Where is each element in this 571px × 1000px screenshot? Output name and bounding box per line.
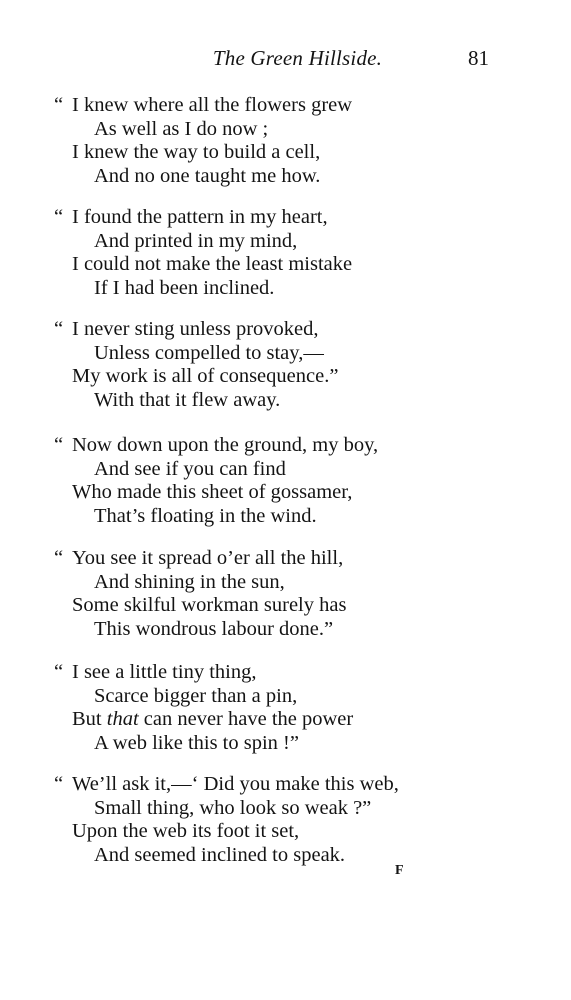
verse-line: Who made this sheet of gossamer, [72, 481, 353, 503]
verse-line: “ I found the pattern in my heart, [54, 206, 328, 228]
verse-line: Small thing, who look so weak ?” [94, 796, 372, 819]
stanza-2 [54, 206, 554, 300]
verse-line: “ I knew where all the flowers grew [54, 94, 353, 116]
verse-line: Scarce bigger than a pin, [94, 684, 298, 707]
verse-line: And seemed inclined to speak. [94, 843, 346, 866]
stanza-3 [54, 318, 554, 412]
verse-line: And no one taught me how. [94, 164, 321, 187]
verse-line: And printed in my mind, [94, 229, 298, 252]
stanza-4 [54, 434, 554, 528]
stanza-6 [54, 661, 554, 755]
verse-line: I knew the way to build a cell, [72, 141, 321, 163]
verse-line: If I had been inclined. [94, 276, 275, 299]
verse-line: A web like this to spin !” [94, 731, 299, 754]
running-title: The Green Hillside. [212, 46, 383, 70]
verse-line: And see if you can find [94, 457, 286, 480]
verse-line: As well as I do now ; [94, 117, 269, 140]
verse-line: That’s floating in the wind. [94, 504, 317, 527]
verse-line: “ I never sting unless provoked, [54, 318, 319, 340]
verse-line: “ Now down upon the ground, my boy, [54, 434, 379, 456]
verse-line: “ We’ll ask it,—‘ Did you make this web, [54, 773, 399, 795]
verse-line: I could not make the least mistake [72, 253, 353, 275]
verse-line: My work is all of consequence.” [72, 365, 339, 387]
verse-line: And shining in the sun, [94, 570, 285, 593]
verse-line: Some skilful workman surely has [72, 594, 347, 616]
verse-line: But that can never have the power [72, 708, 354, 730]
verse-line: “ I see a little tiny thing, [54, 661, 257, 683]
emphasis-word: that [106, 708, 139, 730]
stanza-5 [54, 547, 554, 641]
verse-line: Upon the web its foot it set, [72, 820, 300, 842]
stanza-7 [54, 773, 554, 867]
stanza-1 [54, 94, 554, 188]
verse-line: This wondrous labour done.” [94, 617, 334, 640]
page-number: 81 [468, 46, 489, 70]
verse-line: “ You see it spread o’er all the hill, [54, 547, 344, 569]
signature-mark: F [395, 863, 404, 878]
verse-line: Unless compelled to stay,— [94, 341, 324, 364]
verse-line: With that it flew away. [94, 388, 281, 411]
